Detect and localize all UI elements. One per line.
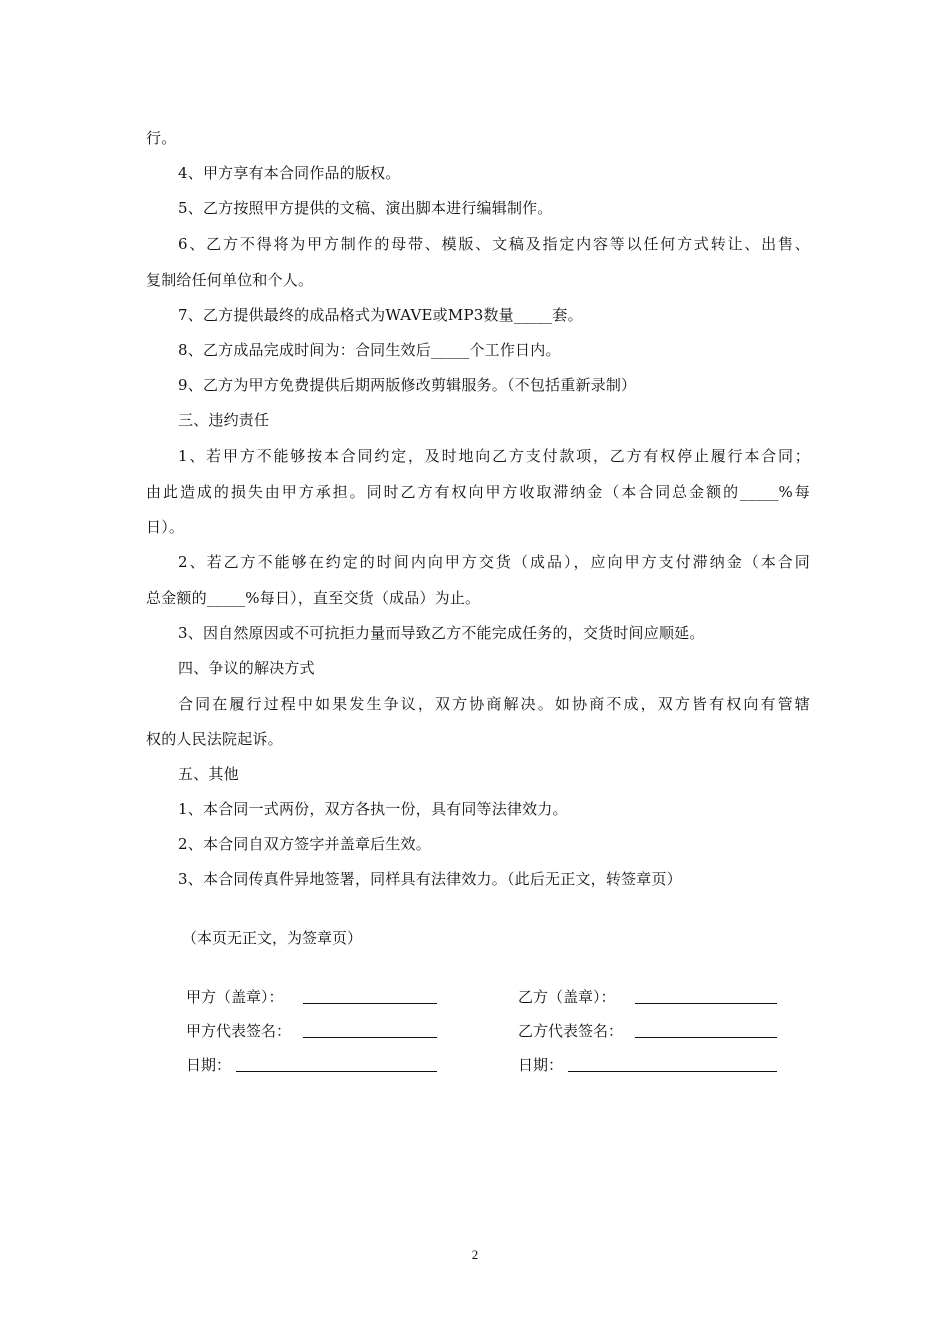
clause-2-6-line-1: 6、乙方不得将为甲方制作的母带、模版、文稿及指定内容等以任何方式转让、出售、 bbox=[178, 235, 810, 253]
clause-3-2-line-1: 2、若乙方不能够在约定的时间内向甲方交货（成品），应向甲方支付滞纳金（本合同 bbox=[178, 553, 810, 571]
section-heading-dispute: 四、争议的解决方式 bbox=[178, 659, 315, 677]
section-heading-other: 五、其他 bbox=[178, 765, 239, 783]
clause-5-2: 2、本合同自双方签字并盖章后生效。 bbox=[178, 835, 431, 853]
party-a-date-label: 日期： bbox=[186, 1056, 232, 1074]
party-b-date-line[interactable] bbox=[568, 1071, 777, 1072]
page-number: 2 bbox=[471, 1247, 479, 1262]
section-heading-breach: 三、违约责任 bbox=[178, 411, 270, 429]
party-b-seal-line[interactable] bbox=[635, 1003, 777, 1004]
party-a-rep-line[interactable] bbox=[303, 1037, 437, 1038]
party-a-date-line[interactable] bbox=[236, 1071, 437, 1072]
clause-2-6-line-2: 复制给任何单位和个人。 bbox=[146, 271, 314, 289]
party-b-seal-label: 乙方（盖章）： bbox=[518, 988, 616, 1006]
dispute-line-2: 权的人民法院起诉。 bbox=[146, 730, 283, 748]
clause-3-1-line-2: 由此造成的损失由甲方承担。同时乙方有权向甲方收取滞纳金（本合同总金额的_____%每 bbox=[146, 483, 810, 501]
party-a-rep-label: 甲方代表签名： bbox=[186, 1022, 292, 1040]
party-b-rep-line[interactable] bbox=[635, 1037, 777, 1038]
clause-3-1-line-1: 1、若甲方不能够按本合同约定，及时地向乙方支付款项，乙方有权停止履行本合同； bbox=[178, 447, 810, 465]
clause-5-3: 3、本合同传真件异地签署，同样具有法律效力。（此后无正文，转签章页） bbox=[178, 870, 682, 888]
clause-2-9: 9、乙方为甲方免费提供后期两版修改剪辑服务。（不包括重新录制） bbox=[178, 376, 637, 394]
paragraph-line-continuation: 行。 bbox=[146, 129, 177, 147]
party-b-rep-label: 乙方代表签名： bbox=[518, 1022, 624, 1040]
clause-2-4: 4、甲方享有本合同作品的版权。 bbox=[178, 164, 401, 182]
signature-page-note: （本页无正文，为签章页） bbox=[182, 929, 363, 947]
clause-2-7: 7、乙方提供最终的成品格式为WAVE或MP3数量_____套。 bbox=[178, 306, 583, 324]
dispute-line-1: 合同在履行过程中如果发生争议，双方协商解决。如协商不成，双方皆有权向有管辖 bbox=[178, 695, 810, 713]
clause-2-5: 5、乙方按照甲方提供的文稿、演出脚本进行编辑制作。 bbox=[178, 199, 553, 217]
clause-2-8: 8、乙方成品完成时间为：合同生效后_____个工作日内。 bbox=[178, 341, 561, 359]
clause-3-2-line-2: 总金额的_____%每日），直至交货（成品）为止。 bbox=[146, 589, 481, 607]
clause-3-1-line-3: 日）。 bbox=[146, 518, 185, 536]
clause-5-1: 1、本合同一式两份，双方各执一份，具有同等法律效力。 bbox=[178, 800, 568, 818]
party-a-seal-line[interactable] bbox=[303, 1003, 437, 1004]
clause-3-3: 3、因自然原因或不可抗拒力量而导致乙方不能完成任务的，交货时间应顺延。 bbox=[178, 624, 705, 642]
party-a-seal-label: 甲方（盖章）： bbox=[186, 988, 284, 1006]
party-b-date-label: 日期： bbox=[518, 1056, 564, 1074]
